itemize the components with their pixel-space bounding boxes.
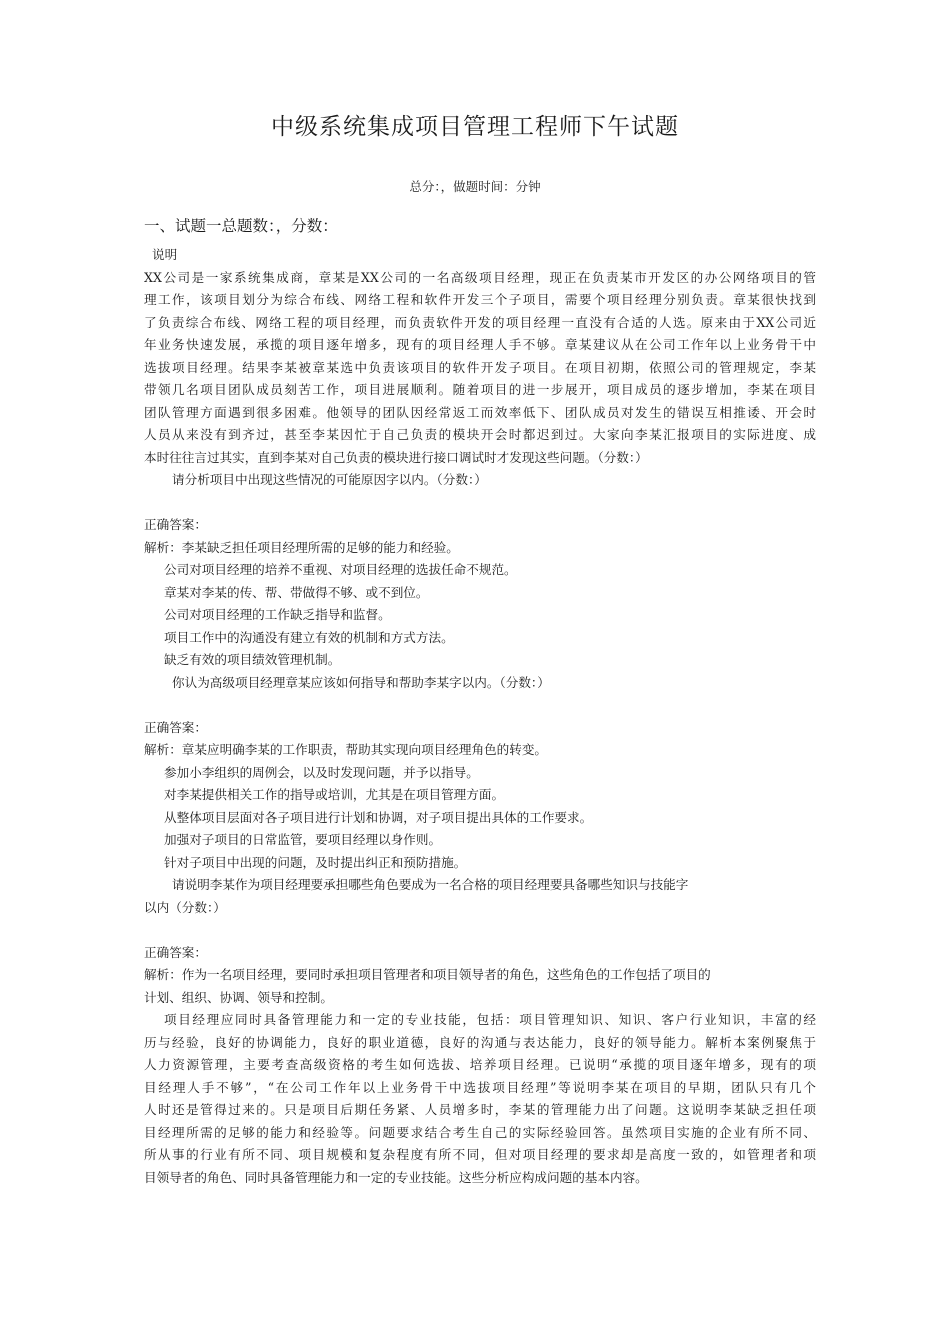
analysis-point: 项目工作中的沟通没有建立有效的机制和方式方法。 (164, 629, 454, 645)
case-line: 了负责综合布线、网络工程的项目经理，而负责软件开发的项目经理一直没有合适的人选。原来由于XX公司近 (144, 314, 816, 330)
paragraph-line: 目领导者的角色、同时具备管理能力和一定的专业技能。这些分析应构成问题的基本内容。 (144, 1169, 648, 1185)
case-line: 选拔项目经理。结果李某被章某选中负责该项目的软件开发子项目。在项目初期，依照公司的管理规定，李某 (144, 359, 816, 375)
analysis-point: 参加小李组织的周例会，以及时发现问题，并予以指导。 (164, 764, 479, 780)
analysis-text: 解析：作为一名项目经理，要同时承担项目管理者和项目领导者的角色，这些角色的工作包括了项目的 (144, 967, 711, 982)
analysis-point: 从整体项目层面对各子项目进行计划和协调，对子项目提出具体的工作要求。 (164, 809, 593, 825)
case-line: 带领几名项目团队成员刻苦工作，项目进展顺利。随着项目的进一步展开，项目成员的逐步增加，李某在项目 (144, 382, 816, 397)
analysis-point: 公司对项目经理的工作缺乏指导和监督。 (164, 607, 391, 622)
analysis-text: 计划、组织、协调、领导和控制。 (144, 989, 333, 1005)
question-3: 请说明李某作为项目经理要承担哪些角色要成为一名合格的项目经理要具备哪些知识与技能字 (172, 877, 689, 892)
case-line: 人员从来没有到齐过，甚至李某因忙于自己负责的模块开会时都迟到过。大家向李某汇报项目的实际进度、成 (144, 427, 816, 442)
question-2: 你认为高级项目经理章某应该如何指导和帮助李某字以内。（分数：） (172, 674, 550, 690)
spacer (144, 694, 816, 717)
analysis-point: 加强对子项目的日常监管，要项目经理以身作则。 (164, 832, 442, 847)
spacer (144, 492, 816, 515)
paragraph-line: 目经理人手不够”，“在公司工作年以上业务骨干中选拔项目经理”等说明李某在项目的早期，团队只有几个 (144, 1079, 816, 1095)
paragraph-line: 人力资源管理，主要考查高级资格的考生如何选拔、培养项目经理。已说明“承揽的项目逐年增多，现有的项 (144, 1057, 816, 1072)
analysis-paragraph (144, 1009, 816, 1189)
case-line: 年业务快速发展，承揽的项目逐年增多，现有的项目经理人手不够。章某建议从在公司工作年以上业务骨干中 (144, 337, 816, 352)
paragraph-line: 历与经验，良好的协调能力，良好的职业道德，良好的沟通与表达能力，良好的领导能力。解析本案例聚焦于 (144, 1034, 816, 1050)
case-line: 团队管理方面遇到很多困难。他领导的团队因经常返工而效率低下、团队成员对发生的错误互相推诿、开会时 (144, 404, 816, 420)
paragraph-line: 人时还是管得过来的。只是项目后期任务紧、人员增多时，李某的管理能力出了问题。这说明李某缺乏担任项 (144, 1102, 816, 1117)
question-3-continued: 以内（分数：） (144, 899, 226, 915)
case-line: 理工作，该项目划分为综合布线、网络工程和软件开发三个子项目，需要个项目经理分别负责。章某很快找到 (144, 292, 816, 307)
analysis-point: 缺乏有效的项目绩效管理机制。 (164, 652, 341, 667)
answer-label: 正确答案： (144, 517, 207, 532)
analysis-point: 对李某提供相关工作的指导或培训，尤其是在项目管理方面。 (164, 787, 505, 802)
analysis-text: 解析：章某应明确李某的工作职责，帮助其实现向项目经理角色的转变。 (144, 742, 547, 757)
document-body (144, 244, 816, 1189)
analysis-text: 解析：李某缺乏担任项目经理所需的足够的能力和经验。 (144, 539, 459, 555)
intro-label: 说明 (152, 247, 178, 262)
spacer (144, 919, 816, 942)
question-1: 请分析项目中出现这些情况的可能原因字以内。（分数：） (172, 472, 487, 487)
case-line: 本时往往言过其实，直到李某对自己负责的模块进行接口调试时才发现这些问题。（分数：） (144, 449, 648, 465)
answer-label: 正确答案： (144, 719, 207, 735)
paragraph-line: 项目经理应同时具备管理能力和一定的专业技能，包括：项目管理知识、知识、客户行业知识，丰富的经 (164, 1012, 816, 1027)
exam-meta: 总分：，做题时间：分钟 (409, 179, 541, 194)
paragraph-line: 目经理所需的足够的能力和经验等。问题要求结合考生自己的实际经验回答。虽然项目实施的企业有所不同、 (144, 1124, 816, 1140)
case-paragraph (144, 267, 816, 470)
analysis-point: 公司对项目经理的培养不重视、对项目经理的选拔任命不规范。 (164, 562, 517, 577)
analysis-point: 章某对李某的传、帮、带做得不够、或不到位。 (164, 584, 429, 600)
analysis-point: 针对子项目中出现的问题，及时提出纠正和预防措施。 (164, 854, 467, 870)
paragraph-line: 所从事的行业有所不同、项目规模和复杂程度有所不同，但对项目经理的要求却是高度一致的，如管理者和项 (144, 1147, 816, 1162)
case-line: XX公司是一家系统集成商，章某是XX公司的一名高级项目经理，现正在负责某市开发区的办公网络项目的管 (144, 269, 816, 285)
document-title: 中级系统集成项目管理工程师下午试题 (271, 114, 679, 140)
section-heading: 一、试题一总题数：，分数： (144, 217, 338, 235)
answer-label: 正确答案： (144, 944, 207, 960)
